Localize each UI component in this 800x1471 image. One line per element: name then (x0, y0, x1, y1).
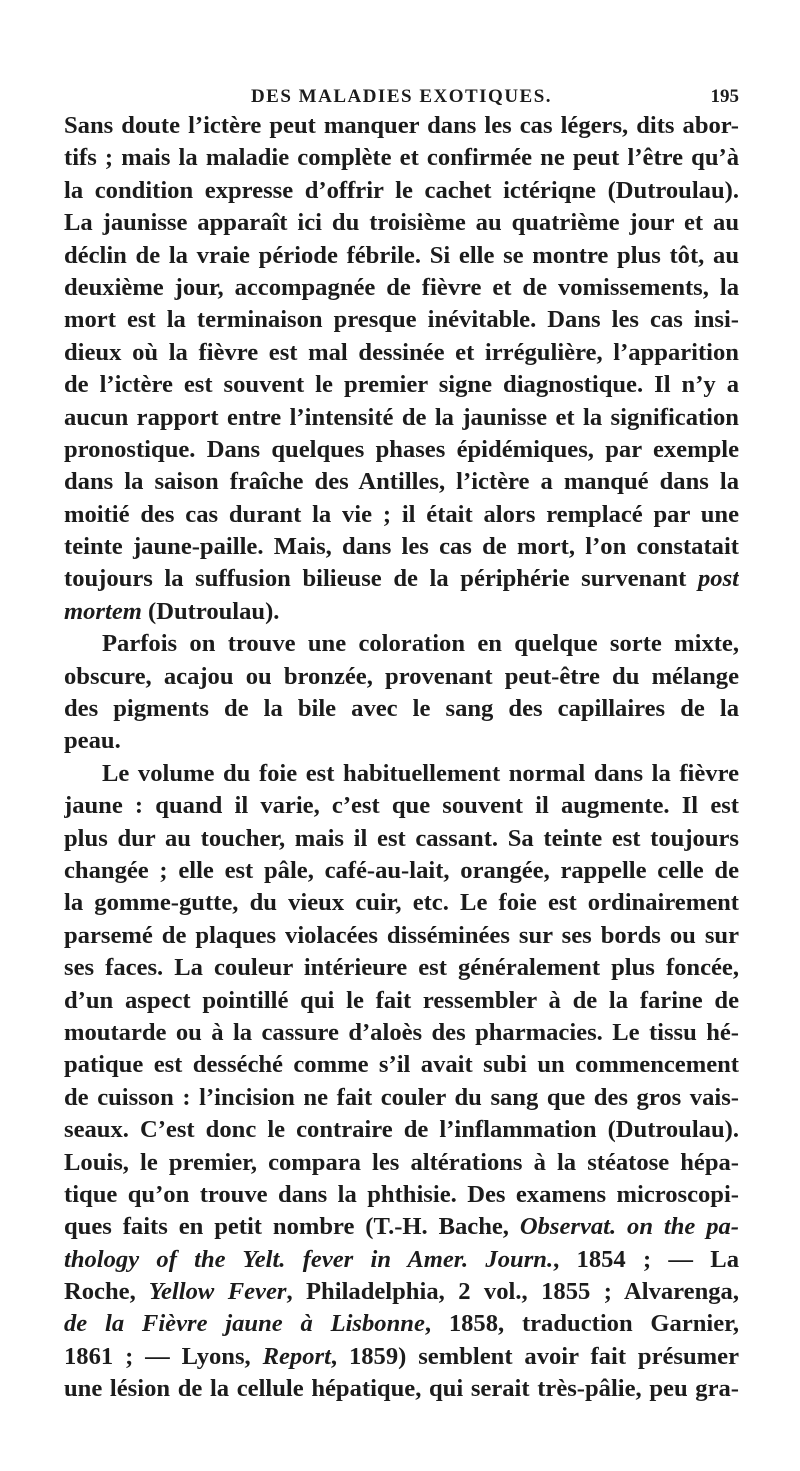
line-text: une lésion de la cellule hépatique, qui serait très-pâlie, peu gra- (64, 1375, 739, 1403)
italic-text: Report (250, 1342, 331, 1370)
page-number: 195 (710, 86, 739, 107)
line-text: Le volume du foie est habituellement normal dans la fièvre (102, 759, 739, 787)
text-line (64, 466, 739, 498)
running-head (64, 86, 739, 112)
line-text: seaux. C’est donc le contraire de l’inflammation (Dutroulau). (64, 1116, 739, 1144)
line-text: Roche, (64, 1278, 136, 1306)
line-text: ses faces. La couleur intérieure est généralement plus foncée, (64, 954, 739, 982)
italic-text: thology of the Yelt. fever in Amer. Journ. (64, 1245, 554, 1273)
text-line (64, 499, 739, 531)
text-line (64, 1373, 739, 1405)
line-text: jaune : quand il varie, c’est que souvent il augmente. Il est (64, 792, 739, 820)
line-text: Sans doute l’ictère peut manquer dans les cas légers, dits abor- (64, 112, 739, 139)
line-text: la condition expresse d’offrir le cachet ictériqne (Dutroulau). (64, 176, 739, 204)
line-text: pronostique. Dans quelques phases épidémiques, par exemple (64, 435, 739, 463)
line-text: , 1858, traduction Garnier, (424, 1310, 739, 1338)
line-text: dans la saison fraîche des Antilles, l’ictère a manqué dans la (64, 468, 739, 496)
text-line (64, 1308, 739, 1340)
body-text (64, 110, 739, 1406)
line-text: , 1854 ; — La (553, 1245, 739, 1273)
text-line (64, 1017, 739, 1049)
line-text: , 1859) semblent avoir fait présumer (330, 1342, 739, 1370)
italic-text: post (698, 565, 739, 593)
line-text: toujours la suffusion bilieuse de la périphérie survenant (64, 565, 687, 593)
text-line (64, 434, 739, 466)
text-line (64, 1276, 739, 1308)
line-text: dieux où la fièvre est mal dessinée et irrégulière, l’apparition (64, 338, 739, 366)
line-text: ques faits en petit nombre (T.-H. Bache, (64, 1213, 509, 1241)
text-line (64, 272, 739, 304)
line-text: tique qu’on trouve dans la phthisie. Des examens microscopi- (64, 1180, 739, 1208)
text-line (64, 1082, 739, 1114)
text-line (64, 693, 739, 725)
line-text: des pigments de la bile avec le sang des capillaires de la (64, 695, 739, 723)
text-line (64, 1211, 739, 1243)
line-text: tifs ; mais la maladie complète et confirmée ne peut l’être qu’à (64, 144, 739, 172)
line-text: de cuisson : l’incision ne fait couler du sang que des gros vais- (64, 1083, 739, 1111)
text-line (64, 1244, 739, 1276)
line-text: moitié des cas durant la vie ; il était alors remplacé par une (64, 500, 739, 528)
text-line (64, 369, 739, 401)
text-line (64, 1114, 739, 1146)
text-line (64, 596, 739, 628)
line-text: déclin de la vraie période fébrile. Si elle se montre plus tôt, au (64, 241, 739, 269)
line-text: changée ; elle est pâle, café-au-lait, orangée, rappelle celle de (64, 856, 739, 884)
line-text: mort est la terminaison presque inévitable. Dans les cas insi- (64, 306, 739, 334)
line-text: teinte jaune-paille. Mais, dans les cas de mort, l’on constatait (64, 533, 739, 561)
text-line (64, 142, 739, 174)
text-line (64, 628, 739, 660)
line-text: deuxième jour, accompagnée de fièvre et de vomissements, la (64, 273, 739, 301)
line-text: de l’ictère est souvent le premier signe diagnostique. Il n’y a (64, 371, 739, 399)
text-line (64, 531, 739, 563)
text-line (64, 304, 739, 336)
text-line (64, 1179, 739, 1211)
text-line (64, 725, 739, 757)
text-line (64, 563, 739, 595)
italic-text: Observat. on the pa- (508, 1213, 739, 1241)
text-line (64, 952, 739, 984)
line-text: Parfois on trouve une coloration en quelque sorte mixte, (102, 630, 739, 658)
text-line (64, 985, 739, 1017)
line-text: obscure, acajou ou bronzée, provenant peut-être du mélange (64, 662, 739, 690)
text-line (64, 207, 739, 239)
text-line (64, 790, 739, 822)
line-text: parsemé de plaques violacées disséminées sur ses bords ou sur (64, 921, 739, 949)
text-line (64, 402, 739, 434)
running-title: DES MALADIES EXOTIQUES. (250, 86, 553, 107)
text-line (64, 823, 739, 855)
text-line (64, 661, 739, 693)
italic-text: de la Fièvre jaune à Lisbonne (64, 1310, 425, 1338)
line-text: Louis, le premier, compara les altérations à la stéatose hépa- (64, 1148, 739, 1176)
text-line (64, 887, 739, 919)
line-text: d’un aspect pointillé qui le fait ressembler à de la farine de (64, 986, 739, 1014)
italic-text: mortem (64, 597, 142, 625)
line-text: patique est desséché comme s’il avait subi un commencement (64, 1051, 739, 1079)
line-text: (Dutroulau). (141, 597, 280, 625)
line-text: La jaunisse apparaît ici du troisième au quatrième jour et au (64, 209, 739, 237)
line-text: aucun rapport entre l’intensité de la jaunisse et la signification (64, 403, 739, 431)
line-text: , Philadelphia, 2 vol., 1855 ; Alvarenga, (286, 1278, 739, 1306)
text-line (64, 855, 739, 887)
text-line (64, 1341, 739, 1373)
text-line (64, 240, 739, 272)
line-text: plus dur au toucher, mais il est cassant. Sa teinte est toujours (64, 824, 739, 852)
text-line (64, 175, 739, 207)
text-line (64, 1049, 739, 1081)
text-line (64, 758, 739, 790)
text-line (64, 1147, 739, 1179)
text-line (64, 110, 739, 142)
line-text: peau. (64, 727, 121, 755)
line-text: 1861 ; — Lyons, (64, 1342, 251, 1370)
italic-text: Yellow Fever (135, 1278, 287, 1306)
line-text: la gomme-gutte, du vieux cuir, etc. Le foie est ordinairement (64, 889, 739, 917)
text-line (64, 337, 739, 369)
text-line (64, 920, 739, 952)
line-text: moutarde ou à la cassure d’aloès des pharmacies. Le tissu hé- (64, 1018, 739, 1046)
